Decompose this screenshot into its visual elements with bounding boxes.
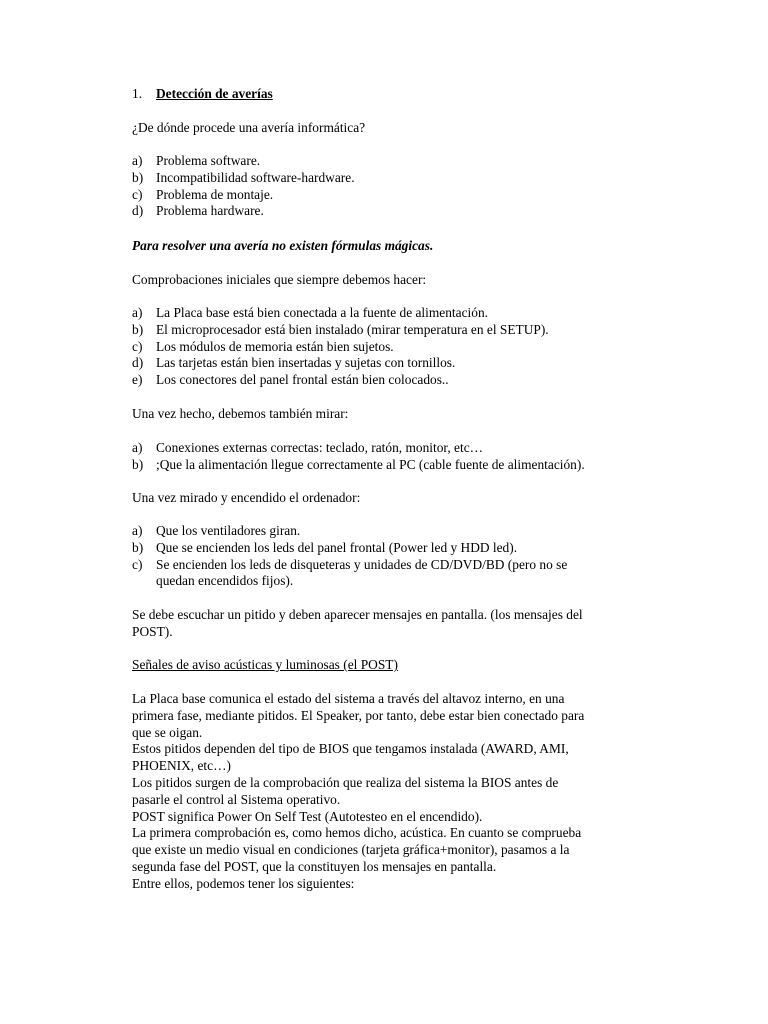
- list-item-continuation: quedan encendidos fijos).: [156, 573, 294, 589]
- on-intro: Una vez mirado y encendido el ordenador:: [132, 490, 361, 505]
- section-heading: [132, 86, 672, 103]
- question-paragraph: ¿De dónde procede una avería informática?: [132, 120, 366, 135]
- list-item: c) Problema de montaje.: [132, 186, 274, 202]
- list-item: c) Se encienden los leds de disqueteras y unidades de CD/DVD/BD (pero no se: [132, 556, 568, 572]
- list-item: a) La Placa base está bien conectada a la fuente de alimentación.: [132, 305, 488, 320]
- on-list: [132, 523, 672, 590]
- list-item: b) ;Que la alimentación llegue correctamente al PC (cable fuente de alimentación).: [132, 456, 585, 472]
- list-item: b) Que se encienden los leds del panel frontal (Power led y HDD led).: [132, 539, 518, 555]
- list-item: b) El microprocesador está bien instalado (mirar temperatura en el SETUP).: [132, 321, 549, 337]
- heading-title: Detección de averías: [156, 86, 273, 101]
- subsection-title: Señales de aviso acústicas y luminosas (el POST): [132, 657, 398, 672]
- list-item: d) Problema hardware.: [132, 203, 264, 219]
- list-item: d) Las tarjetas están bien insertadas y sujetas con tornillos.: [132, 355, 456, 371]
- list-item: a) Problema software.: [132, 153, 261, 168]
- emphasis-paragraph: Para resolver una avería no existen fórmulas mágicas.: [132, 238, 434, 253]
- checks-list: [132, 305, 672, 389]
- body-text: La Placa base comunica el estado del sistema a través del altavoz interno, en una primera fase, mediante pitidos. El Speaker, por tanto, debe estar bien conectado para que se oigan. Estos pitidos dependen del tipo de BIOS que tengamos instalada (AWARD, AMI, PHOENIX, etc…) Los pitidos surgen de la comprobación que realiza del sistema la BIOS antes de pasarle el control al Sistema operativo. POST significa Power On Self Test (Autotesteo en el encendido). La primera comprobación es, como hemos dicho, acústica. En cuanto se comprueba que existe un medio visual en condiciones (tarjeta gráfica+monitor), pasamos a la segunda fase del POST, que la constituyen los mensajes en pantalla. Entre ellos, podemos tener los siguientes:: [132, 691, 585, 891]
- list-item: e) Los conectores del panel frontal están bien colocados..: [132, 372, 449, 388]
- after-list: [132, 440, 672, 474]
- list-item: a) Conexiones externas correctas: teclado, ratón, monitor, etc…: [132, 440, 484, 455]
- after-intro: Una vez hecho, debemos también mirar:: [132, 406, 349, 421]
- list-item: c) Los módulos de memoria están bien sujetos.: [132, 338, 394, 354]
- post-paragraph: Se debe escuchar un pitido y deben aparecer mensajes en pantalla. (los mensajes del POST).: [132, 607, 583, 639]
- origins-list: [132, 153, 672, 220]
- list-item: b) Incompatibilidad software-hardware.: [132, 169, 355, 185]
- heading-number: 1.: [132, 86, 143, 101]
- list-item: a) Que los ventiladores giran.: [132, 523, 301, 538]
- checks-intro: Comprobaciones iniciales que siempre debemos hacer:: [132, 272, 427, 287]
